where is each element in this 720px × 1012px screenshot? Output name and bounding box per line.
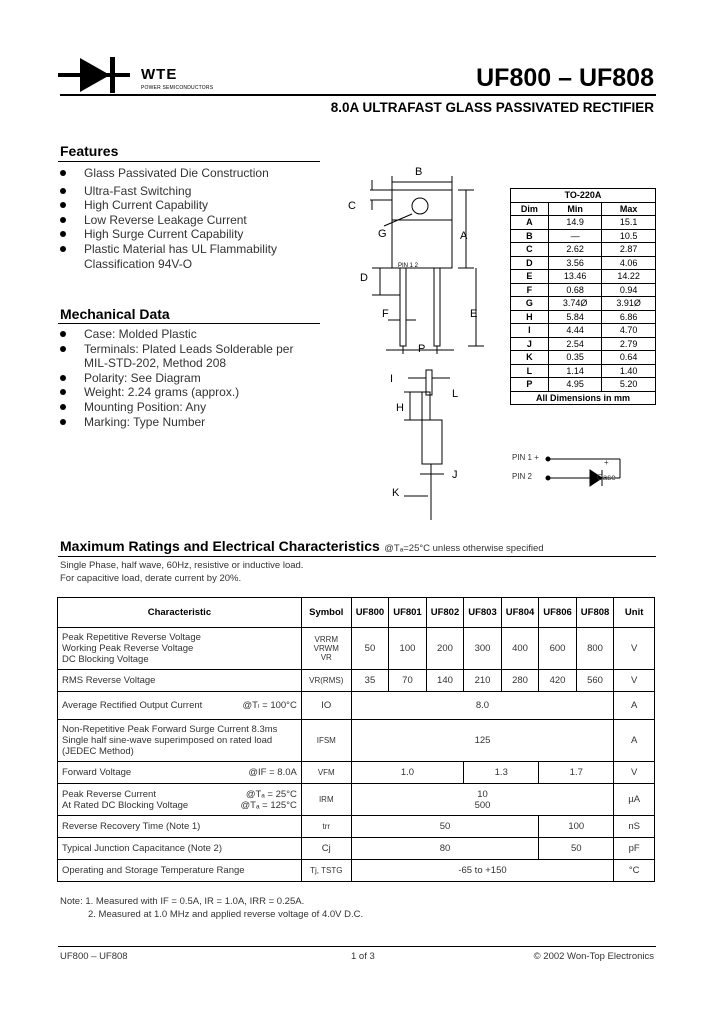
table-row: A 14.9 15.1 (511, 216, 656, 230)
note-1: Note: 1. Measured with IF = 0.5A, IR = 1.0A, IRR = 0.25A. (60, 896, 305, 907)
brand-subtitle: POWER SEMICONDUCTORS (141, 85, 214, 91)
list-item-continued: MIL-STD-202, Method 208 (84, 356, 227, 371)
dim-label-p: P (418, 343, 426, 355)
table-header-row: Characteristic Symbol UF800 UF801 UF802 UF803 UF804 UF806 UF808 Unit (58, 598, 655, 628)
ratings-note-2: For capacitive load, derate current by 20%. (60, 573, 242, 584)
list-item: Marking: Type Number (58, 415, 328, 430)
dim-label-f: F (382, 308, 389, 320)
list-item: Case: Molded Plastic (58, 327, 328, 342)
table-row: P 4.95 5.20 (511, 378, 656, 392)
dim-label-c: C (348, 200, 356, 212)
table-title: TO-220A (511, 189, 656, 203)
footer-page: 1 of 3 (351, 951, 375, 962)
ratings-table (57, 597, 655, 882)
table-row: Non-Repetitive Peak Forward Surge Current 8.3ms Single half sine-wave superimposed on rated load (JEDEC Method) IFSM 125 A (58, 720, 655, 762)
list-item: Plastic Material has UL Flammability (58, 242, 328, 257)
footer-left: UF800 – UF808 (60, 951, 128, 962)
table-row: RMS Reverse Voltage VR(RMS) 35 70 140 210 280 420 560 V (58, 670, 655, 692)
mechanical-list (58, 327, 328, 429)
table-header: Max (602, 202, 656, 216)
dim-label-e: E (470, 308, 478, 320)
table-row: J 2.54 2.79 (511, 337, 656, 351)
dimension-table (510, 188, 656, 405)
table-row: K 0.35 0.64 (511, 351, 656, 365)
ratings-condition: @Tₐ=25°C unless otherwise specified (384, 543, 544, 554)
features-title: Features (60, 143, 119, 159)
dim-label-h: H (396, 402, 404, 414)
pin-diagram-icon (540, 452, 640, 492)
list-item: Low Reverse Leakage Current (58, 213, 328, 228)
page-title: UF800 – UF808 (476, 64, 654, 92)
table-row: Reverse Recovery Time (Note 1) trr 50 100 nS (58, 816, 655, 838)
table-row: Operating and Storage Temperature Range Tj, TSTG -65 to +150 °C (58, 860, 655, 882)
title-divider (60, 94, 656, 96)
plus-label: + (604, 458, 609, 467)
note-2: 2. Measured at 1.0 MHz and applied reverse voltage of 4.0V D.C. (88, 909, 364, 920)
dim-label-a: A (460, 230, 468, 242)
list-item: Mounting Position: Any (58, 400, 328, 415)
dim-label-i: I (390, 373, 394, 385)
list-item-continued: Classification 94V-O (84, 256, 193, 271)
ratings-title-row (60, 538, 544, 556)
dim-label-l: L (452, 388, 459, 400)
mechanical-title: Mechanical Data (60, 306, 170, 322)
table-footer: All Dimensions in mm (511, 391, 656, 405)
dim-label-b: B (415, 166, 423, 178)
list-item: High Current Capability (58, 198, 328, 213)
dim-label-d: D (360, 272, 368, 284)
table-row: C 2.62 2.87 (511, 243, 656, 257)
dim-label-g: G (378, 228, 387, 240)
dim-label-j: J (452, 469, 458, 481)
table-row: Forward Voltage @IF = 8.0A VFM 1.0 1.3 1.7 V (58, 762, 655, 784)
list-item: Ultra-Fast Switching (58, 184, 328, 199)
table-row: Typical Junction Capacitance (Note 2) Cj 80 50 pF (58, 838, 655, 860)
features-divider (58, 161, 320, 162)
mechanical-divider (58, 323, 320, 324)
footer-divider (58, 946, 656, 947)
table-row: E 13.46 14.22 (511, 270, 656, 284)
features-list (58, 166, 328, 271)
table-header: Dim (511, 202, 549, 216)
ratings-title: Maximum Ratings and Electrical Characteristics (60, 538, 380, 554)
table-row: Average Rectified Output Current @Tₗ = 100°C IO 8.0 A (58, 692, 655, 720)
table-row: G 3.74Ø 3.91Ø (511, 297, 656, 311)
footer-copyright: © 2002 Won-Top Electronics (533, 951, 654, 962)
table-header: Min (548, 202, 602, 216)
dim-label-k: K (392, 487, 400, 499)
diode-logo-icon (58, 56, 130, 94)
list-item: High Surge Current Capability (58, 227, 328, 242)
table-row: F 0.68 0.94 (511, 283, 656, 297)
brand-name: WTE (141, 66, 178, 83)
table-row: B — 10.5 (511, 229, 656, 243)
table-row: I 4.44 4.70 (511, 324, 656, 338)
table-row: D 3.56 4.06 (511, 256, 656, 270)
list-item: Weight: 2.24 grams (approx.) (58, 385, 328, 400)
list-item: Terminals: Plated Leads Solderable per (58, 342, 328, 357)
list-item: Glass Passivated Die Construction (58, 166, 328, 181)
ratings-divider (58, 556, 656, 557)
table-row: L 1.14 1.40 (511, 364, 656, 378)
table-row: H 5.84 6.86 (511, 310, 656, 324)
ratings-note-1: Single Phase, half wave, 60Hz, resistive or inductive load. (60, 560, 304, 571)
pin1-label: PIN 1 + (512, 453, 539, 462)
page-subtitle: 8.0A ULTRAFAST GLASS PASSIVATED RECTIFIER (330, 100, 654, 115)
table-row: Peak Repetitive Reverse Voltage Working Peak Reverse Voltage DC Blocking Voltage VRRM VRWM VR 50 100 200 300 400 600 800 V (58, 628, 655, 670)
list-item: Polarity: See Diagram (58, 371, 328, 386)
pin2-label: PIN 2 (512, 472, 533, 481)
table-row: Peak Reverse Current @Tₐ = 25°C At Rated DC Blocking Voltage @Tₐ = 125°C IRM 10 500 µA (58, 784, 655, 816)
case-label: Case (597, 473, 616, 482)
pin-label-text: PIN 1 2 (398, 263, 419, 269)
